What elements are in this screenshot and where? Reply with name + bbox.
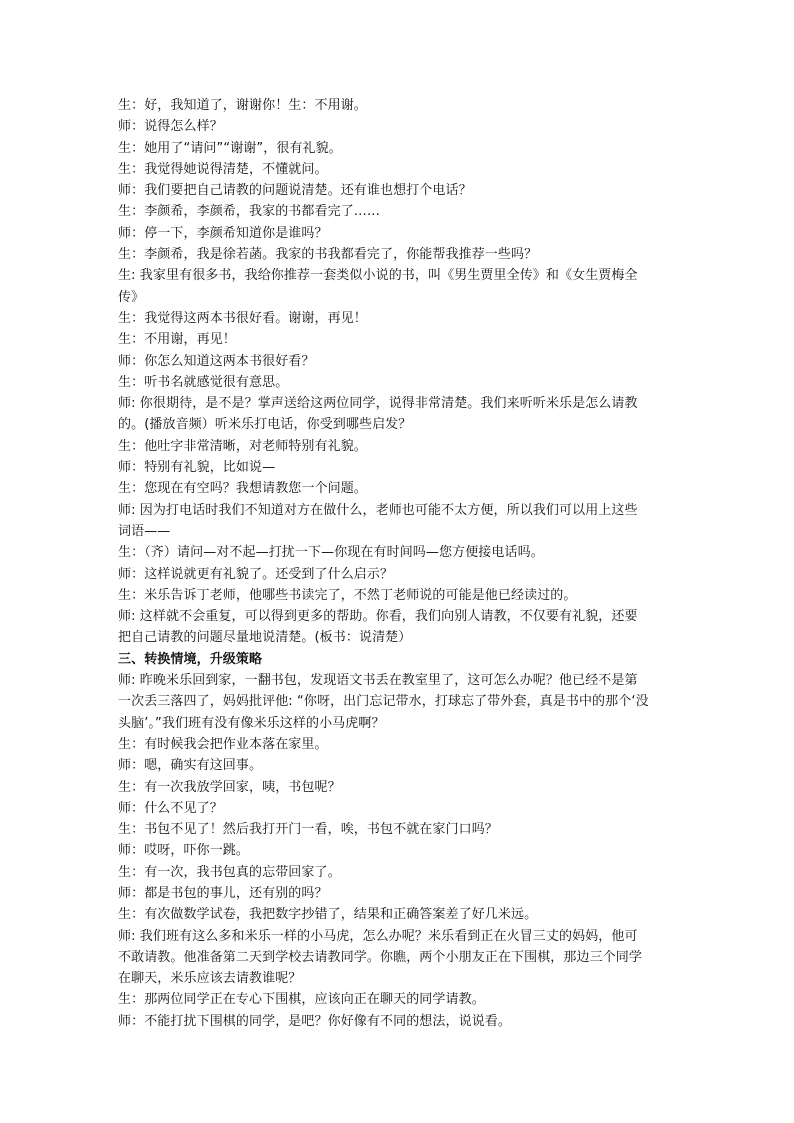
text-line: 师：停一下，李颜希知道你是谁吗？ — [118, 225, 328, 241]
text-line: 生：有次做数学试卷，我把数字抄错了，结果和正确答案差了好几米远。 — [118, 907, 538, 923]
section-heading: 三、转换情境，升级策略 — [118, 651, 263, 667]
text-line: 生：您现在有空吗？我想请教您一个问题。 — [118, 481, 367, 497]
text-line: 生：好，我知道了，谢谢你！生：不用谢。 — [118, 98, 367, 113]
text-line: 生：听书名就感觉很有意思。 — [118, 374, 289, 390]
text-line: 生：他吐字非常清晰，对老师特别有礼貌。 — [118, 438, 367, 454]
text-line: 头脑’。”我们班有没有像米乐这样的小马虎啊？ — [118, 715, 385, 731]
text-line: 师: 这样就不会重复，可以得到更多的帮助。你看，我们向别人请教，不仅要有礼貌，还要 — [118, 609, 638, 625]
text-line: 的。(播放音频）听米乐打电话，你受到哪些启发？ — [118, 417, 412, 433]
text-line: 师：你怎么知道这两本书很好看？ — [118, 353, 315, 369]
text-line: 生：那两位同学正在专心下围棋，应该向正在聊天的同学请教。 — [118, 992, 485, 1008]
text-line: 师：都是书包的事儿，还有别的吗？ — [118, 885, 328, 901]
text-line: 一次丢三落四了，妈妈批评他: “你呀，出门忘记带水，打球忘了带外套，真是书中的那个‘没 — [118, 694, 649, 710]
text-line: 生：我觉得她说得清楚，不懂就问。 — [118, 161, 328, 177]
text-line: 生: 我家里有很多书，我给你推荐一套类似小说的书，叫《男生贾里全传》和《女生贾梅全 — [118, 268, 638, 284]
text-line: 生：李颜希，我是徐若菡。我家的书我都看完了，你能帮我推荐一些吗？ — [118, 247, 538, 263]
text-line: 在聊天，米乐应该去请教谁呢？ — [118, 971, 302, 987]
text-line: 生：有时候我会把作业本落在家里。 — [118, 736, 328, 752]
text-line: 传》 — [118, 289, 145, 305]
text-line: 师: 因为打电话时我们不知道对方在做什么，老师也可能不太方便，所以我们可以用上这些 — [118, 502, 638, 518]
text-line: 生：有一次我放学回家，咦，书包呢？ — [118, 779, 341, 795]
document-page — [118, 95, 678, 1032]
text-line: 师：这样说就更有礼貌了。还受到了什么启示？ — [118, 566, 394, 582]
text-line: 不敢请教。他准备第二天到学校去请教同学。你瞧，两个小朋友正在下围棋，那边三个同学 — [118, 949, 643, 965]
text-line: 师：什么不见了？ — [118, 800, 223, 816]
text-line: 生：她用了“请问”“谢谢”，很有礼貌。 — [118, 140, 342, 156]
text-line: 师: 你很期待，是不是？掌声送给这两位同学，说得非常清楚。我们来听听米乐是怎么请教 — [118, 396, 638, 412]
text-line: 把自己请教的问题尽量地说清楚。(板书：说清楚） — [118, 630, 412, 646]
text-line: 师：嗯，确实有这回事。 — [118, 758, 263, 774]
text-line: 师：说得怎么样？ — [118, 119, 223, 135]
text-line: 师：特别有礼貌，比如说— — [118, 460, 276, 476]
text-line: 师：哎呀，吓你一跳。 — [118, 843, 250, 859]
text-line: 师: 我们班有这么多和米乐一样的小马虎，怎么办呢？米乐看到正在火冒三丈的妈妈，他可 — [118, 928, 638, 944]
text-line: 师：不能打扰下围棋的同学，是吧？你好像有不同的想法，说说看。 — [118, 1013, 512, 1029]
text-line: 生：有一次，我书包真的忘带回家了。 — [118, 864, 341, 880]
text-line: 生：米乐告诉丁老师，他哪些书读完了，不然丁老师说的可能是他已经读过的。 — [118, 587, 577, 603]
text-line: 生：（齐）请问—对不起—打扰一下—你现在有时间吗—您方便接电话吗。 — [118, 545, 544, 561]
text-line: 词语—— — [118, 523, 171, 539]
text-line: 生：书包不见了！然后我打开门一看，唉，书包不就在家门口吗？ — [118, 822, 498, 838]
text-line: 师：我们要把自己请教的问题说清楚。还有谁也想打个电话？ — [118, 183, 472, 199]
text-line: 生：我觉得这两本书很好看。谢谢，再见！ — [118, 310, 367, 326]
text-line: 生：李颜希，李颜希，我家的书都看完了…… — [118, 204, 381, 220]
text-line: 生：不用谢，再见！ — [118, 332, 236, 348]
text-line: 师: 昨晚米乐回到家，一翻书包，发现语文书丢在教室里了，这可怎么办呢？他已经不是第 — [118, 673, 638, 689]
